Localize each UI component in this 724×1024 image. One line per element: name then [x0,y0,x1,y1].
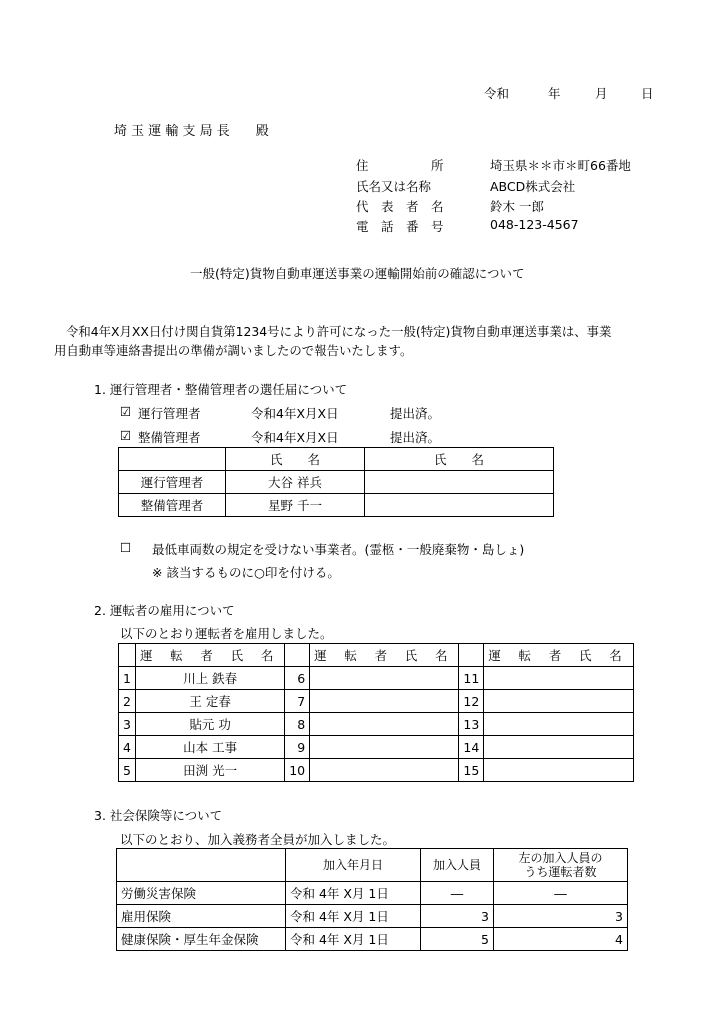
driver-name: 田渕 光一 [135,759,284,782]
join-date: 令和 4年 X月 1日 [286,905,421,928]
table-row [119,736,634,759]
driver-name [310,736,459,759]
insurance-name: 労働災害保険 [117,882,286,905]
date-month: 月 [595,86,608,101]
driver-name [310,690,459,713]
section2-heading: 2. 運転者の雇用について [94,603,235,618]
phone-number: 048-123-4567 [490,217,579,232]
section1-heading: 1. 運行管理者・整備管理者の選任届について [94,382,348,397]
driver-name [484,690,633,713]
intro-line-1: 令和4年X月XX日付け関自貨第1234号により許可になった一般(特定)貨物自動車運送事業は、事業 [66,324,612,339]
table-header-cell: 運 転 者 氏 名 [135,644,284,667]
driver-name [484,759,633,782]
check-icon: ☑ [120,428,132,443]
insurance-name: 雇用保険 [117,905,286,928]
join-date: 令和 4年 X月 1日 [286,928,421,951]
table-row [117,905,628,928]
name-cell [365,494,554,517]
row-number: 14 [459,736,484,759]
driver-name: 王 定春 [135,690,284,713]
member-count: ― [421,882,494,905]
note-text: 最低車両数の規定を受けない事業者。(霊柩・一般廃棄物・島しょ) [152,542,525,557]
row-number: 4 [119,736,136,759]
driver-count: ― [494,882,628,905]
role-cell: 整備管理者 [119,494,226,517]
document-title: 一般(特定)貨物自動車運送事業の運輸開始前の確認について [190,266,525,281]
row-label: 整備管理者 [138,430,201,445]
table-header-cell: 加入年月日 [286,849,421,882]
date-day: 日 [641,86,654,101]
row-number: 5 [119,759,136,782]
row-number: 11 [459,667,484,690]
driver-count: 3 [494,905,628,928]
table-cell [459,644,484,667]
name-cell [365,471,554,494]
row-number: 1 [119,667,136,690]
join-date: 令和 4年 X月 1日 [286,882,421,905]
row-number: 6 [285,667,310,690]
table-cell [117,849,286,882]
table-row [117,882,628,905]
table-cell [119,644,136,667]
section2-sub: 以下のとおり運転者を雇用しました。 [120,626,333,641]
insurance-table [116,848,628,951]
row-number: 15 [459,759,484,782]
driver-name [310,667,459,690]
representative-name: 鈴木 一郎 [490,199,544,214]
checkbox-icon: ☐ [120,540,132,555]
table-row [119,667,634,690]
intro-line-2: 用自動車等連絡書提出の準備が調いましたので報告いたします。 [54,343,413,358]
row-status: 提出済。 [390,406,441,421]
table-header-cell: 運 転 者 氏 名 [310,644,459,667]
member-count: 3 [421,905,494,928]
row-number: 3 [119,713,136,736]
header-line: 左の加入人員の [518,851,603,865]
driver-name [484,736,633,759]
name-cell: 大谷 祥兵 [226,471,365,494]
header-line: うち運転者数 [524,865,597,879]
name-label: 氏名又は名称 [356,179,432,194]
table-header-cell [494,849,628,882]
representative-label: 代 表 者 名 [356,199,444,214]
driver-name: 山本 工事 [135,736,284,759]
row-date: 令和4年X月X日 [251,430,339,445]
driver-table [118,643,634,782]
name-cell: 星野 千一 [226,494,365,517]
driver-name: 貼元 功 [135,713,284,736]
table-header-cell: 氏 名 [226,448,365,471]
table-row [119,690,634,713]
row-number: 2 [119,690,136,713]
driver-count: 4 [494,928,628,951]
table-cell [285,644,310,667]
company-name: ABCD株式会社 [490,179,576,194]
table-header-row [117,849,628,882]
row-number: 13 [459,713,484,736]
table-header-row [119,448,554,471]
section3-sub: 以下のとおり、加入義務者全員が加入しました。 [120,832,396,847]
table-header-row [119,644,634,667]
table-header-cell: 加入人員 [421,849,494,882]
row-label: 運行管理者 [138,406,201,421]
date-era: 令和 [484,86,510,101]
table-row [119,471,554,494]
row-number: 12 [459,690,484,713]
member-count: 5 [421,928,494,951]
driver-name [310,759,459,782]
phone-label: 電 話 番 号 [356,219,444,234]
section3-heading: 3. 社会保険等について [94,808,223,823]
row-status: 提出済。 [390,430,441,445]
manager-table [118,447,554,517]
driver-name [484,667,633,690]
address-label: 住 所 [356,158,444,173]
addressee: 埼 玉 運 輸 支 局 長 殿 [114,124,269,139]
note-instruction: ※ 該当するものに○印を付ける。 [152,565,340,580]
row-number: 9 [285,736,310,759]
role-cell: 運行管理者 [119,471,226,494]
driver-name [484,713,633,736]
table-row [119,759,634,782]
address-value: 埼玉県＊＊市＊町66番地 [490,158,631,173]
table-row [117,928,628,951]
table-header-cell: 氏 名 [365,448,554,471]
table-row [119,494,554,517]
insurance-name: 健康保険・厚生年金保険 [117,928,286,951]
table-cell [119,448,226,471]
date-year: 年 [548,86,561,101]
driver-name [310,713,459,736]
table-row [119,713,634,736]
row-date: 令和4年X月X日 [251,406,339,421]
check-icon: ☑ [120,404,132,419]
row-number: 10 [285,759,310,782]
driver-name: 川上 鉄春 [135,667,284,690]
row-number: 8 [285,713,310,736]
row-number: 7 [285,690,310,713]
table-header-cell: 運 転 者 氏 名 [484,644,633,667]
